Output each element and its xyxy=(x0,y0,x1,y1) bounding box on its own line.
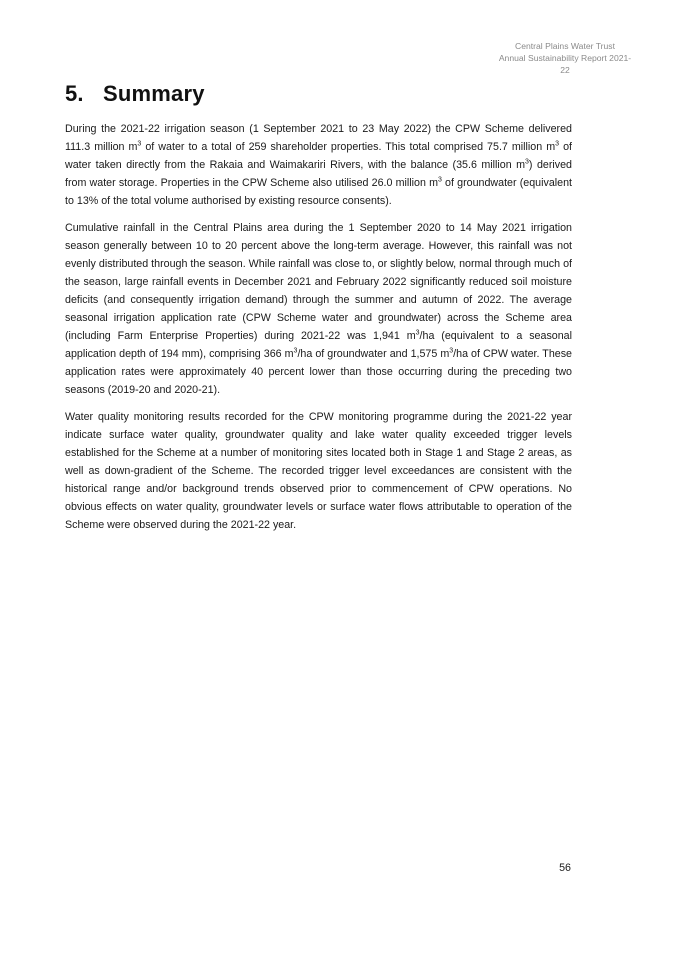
superscript: 3 xyxy=(415,329,420,337)
superscript: 3 xyxy=(293,347,298,355)
section-number: 5. xyxy=(65,81,84,106)
text-run: During the 2021-22 irrigation season (1 September 2021 to 23 May 2022) the CPW Scheme delivered 111.3 million m xyxy=(65,123,572,153)
superscript: 3 xyxy=(555,140,560,148)
text-run: of water taken directly from the Rakaia and Waimakariri Rivers, with the balance (35.6 million m xyxy=(65,141,572,171)
paragraph-delivery xyxy=(65,120,572,210)
text-run: Cumulative rainfall in the Central Plains area during the 1 September 2020 to 14 May 2021 irrigation season generally between 10 to 20 percent above the long-term average. However, this rainfall was not evenly distributed through the season. While rainfall was close to, or slightly below, normal through much of the season, large rainfall events in December 2021 and February 2022 significantly reduced soil moisture deficits (and consequently irrigation demand) through the summer and autumn of 2022. The average seasonal irrigation application rate (CPW Scheme water and groundwater) across the Scheme area (including Farm Enterprise Properties) during 2021-22 was 1,941 m xyxy=(65,222,572,342)
text-run: ) derived from water storage. Properties in the CPW Scheme also utilised 26.0 million m xyxy=(65,159,572,189)
running-header xyxy=(0,40,635,76)
text-run: of water to a total of 259 shareholder properties. This total comprised 75.7 million m xyxy=(141,141,556,153)
page-number: 56 xyxy=(559,862,571,874)
superscript: 3 xyxy=(437,176,442,184)
text-run: /ha of groundwater and 1,575 m xyxy=(297,348,450,360)
text-run: /ha (equivalent to a seasonal application depth of 194 mm), comprising 366 m xyxy=(65,330,572,360)
text-run: of groundwater (equivalent to 13% of the total volume authorised by existing resource consents). xyxy=(65,177,572,207)
paragraph-rainfall xyxy=(65,219,572,399)
text-run: /ha of CPW water. These application rates were approximately 40 percent lower than those occurring during the preceding two seasons (2019-20 and 2020-21). xyxy=(65,348,572,396)
superscript: 3 xyxy=(137,140,142,148)
header-report-title: Annual Sustainability Report 2021-22 xyxy=(498,53,632,75)
section-title: Summary xyxy=(103,81,205,106)
section-heading xyxy=(65,80,205,108)
header-organization: Central Plains Water Trust xyxy=(515,41,615,51)
superscript: 3 xyxy=(449,347,454,355)
superscript: 3 xyxy=(525,158,529,166)
summary-body xyxy=(65,120,572,543)
paragraph-water-quality: Water quality monitoring results recorded for the CPW monitoring programme during the 2021-22 year indicate surface water quality, groundwater quality and lake water quality exceeded trigger levels established for the Scheme at a number of monitoring sites located both in Stage 1 and Stage 2 areas, as well as down-gradient of the Scheme. The recorded trigger level exceedances are consistent with the historical range and/or background trends observed prior to commencement of CPW operations. No obvious effects on water quality, groundwater levels or surface water flows attributable to operation of the Scheme were observed during the 2021-22 year. xyxy=(65,411,572,531)
